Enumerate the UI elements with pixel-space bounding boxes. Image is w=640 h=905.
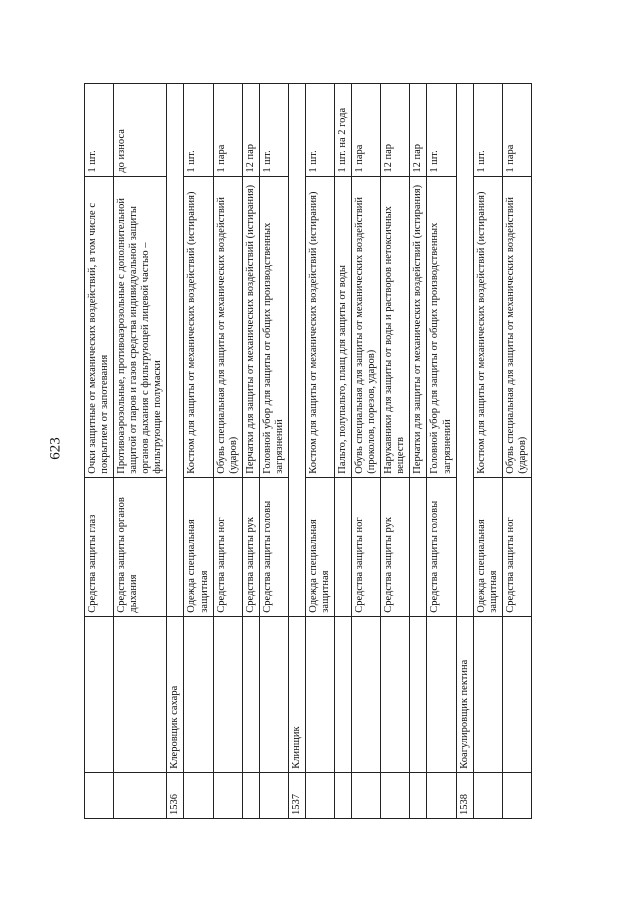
table-row bbox=[114, 84, 167, 819]
table-row bbox=[427, 84, 456, 819]
issue-norm: 1 шт. bbox=[85, 84, 114, 177]
row-code bbox=[427, 772, 456, 818]
profession-row bbox=[167, 84, 184, 819]
profession-name bbox=[352, 616, 381, 772]
issue-norm: 1 шт. bbox=[259, 84, 288, 177]
table-row bbox=[85, 84, 114, 819]
row-code bbox=[184, 772, 213, 818]
ppe-description: Нарукавники для защиты от воды и растворов нетоксичных веществ bbox=[381, 176, 410, 477]
issue-norm: 1 шт. bbox=[427, 84, 456, 177]
profession-name bbox=[213, 616, 242, 772]
profession-name bbox=[259, 616, 288, 772]
empty-cell bbox=[456, 84, 473, 617]
ppe-description: Перчатки для защиты от механических воздействий (истирания) bbox=[410, 176, 427, 477]
ppe-category: Средства защиты рук bbox=[242, 477, 259, 616]
profession-name: Коагулировщик пектина bbox=[456, 616, 473, 772]
profession-name bbox=[114, 616, 167, 772]
ppe-category: Средства защиты ног bbox=[502, 477, 531, 616]
row-code bbox=[381, 772, 410, 818]
table-body bbox=[85, 84, 532, 819]
profession-row bbox=[456, 84, 473, 819]
row-code: 1536 bbox=[167, 772, 184, 818]
issue-norm: 12 пар bbox=[242, 84, 259, 177]
ppe-description: Головной убор для защиты от общих производственных загрязнений bbox=[259, 176, 288, 477]
table-row bbox=[259, 84, 288, 819]
profession-name: Клинщик bbox=[288, 616, 305, 772]
ppe-category bbox=[410, 477, 427, 616]
profession-name bbox=[85, 616, 114, 772]
row-code bbox=[352, 772, 381, 818]
ppe-category: Средства защиты ног bbox=[213, 477, 242, 616]
row-code bbox=[305, 772, 334, 818]
issue-norm: до износа bbox=[114, 84, 167, 177]
row-code: 1538 bbox=[456, 772, 473, 818]
empty-cell bbox=[167, 84, 184, 617]
profession-name: Клеровщик сахара bbox=[167, 616, 184, 772]
table-row bbox=[410, 84, 427, 819]
issue-norm: 1 шт. на 2 года bbox=[335, 84, 352, 177]
table-row bbox=[305, 84, 334, 819]
ppe-category bbox=[335, 477, 352, 616]
profession-name bbox=[305, 616, 334, 772]
ppe-description: Костюм для защиты от механических воздействий (истирания) bbox=[473, 176, 502, 477]
ppe-description: Очки защитные от механических воздействий, в том числе с покрытием от запотевания bbox=[85, 176, 114, 477]
ppe-category: Средства защиты глаз bbox=[85, 477, 114, 616]
ppe-description: Головной убор для защиты от общих производственных загрязнений bbox=[427, 176, 456, 477]
page-number: 623 bbox=[47, 437, 64, 460]
row-code: 1537 bbox=[288, 772, 305, 818]
row-code bbox=[242, 772, 259, 818]
profession-row bbox=[288, 84, 305, 819]
profession-name bbox=[427, 616, 456, 772]
ppe-category: Одежда специальная защитная bbox=[473, 477, 502, 616]
row-code bbox=[473, 772, 502, 818]
row-code bbox=[114, 772, 167, 818]
profession-name bbox=[473, 616, 502, 772]
profession-name bbox=[184, 616, 213, 772]
ppe-category: Средства защиты ног bbox=[352, 477, 381, 616]
ppe-description: Обувь специальная для защиты от механических воздействий (ударов) bbox=[213, 176, 242, 477]
profession-name bbox=[335, 616, 352, 772]
issue-norm: 1 пара bbox=[213, 84, 242, 177]
ppe-category: Средства защиты рук bbox=[381, 477, 410, 616]
ppe-norms-table bbox=[84, 83, 550, 819]
ppe-category: Средства защиты головы bbox=[259, 477, 288, 616]
row-code bbox=[410, 772, 427, 818]
issue-norm: 1 шт. bbox=[305, 84, 334, 177]
table-row bbox=[335, 84, 352, 819]
profession-name bbox=[381, 616, 410, 772]
empty-cell bbox=[288, 84, 305, 617]
ppe-category: Одежда специальная защитная bbox=[184, 477, 213, 616]
row-code bbox=[213, 772, 242, 818]
ppe-description: Пальто, полупальто, плащ для защиты от воды bbox=[335, 176, 352, 477]
row-code bbox=[335, 772, 352, 818]
profession-name bbox=[502, 616, 531, 772]
profession-name bbox=[410, 616, 427, 772]
row-code bbox=[259, 772, 288, 818]
table-row bbox=[242, 84, 259, 819]
issue-norm: 12 пар bbox=[410, 84, 427, 177]
issue-norm: 12 пар bbox=[381, 84, 410, 177]
table-row bbox=[381, 84, 410, 819]
ppe-category: Одежда специальная защитная bbox=[305, 477, 334, 616]
issue-norm: 1 пара bbox=[352, 84, 381, 177]
ppe-description: Противоаэрозольные, противоаэрозольные с дополнительной защитой от паров и газов средства индивидуальной защиты органов дыхания с фильтрующей лицевой частью – фильтрующие полумаски bbox=[114, 176, 167, 477]
issue-norm: 1 пара bbox=[502, 84, 531, 177]
ppe-description: Обувь специальная для защиты от механических воздействий (проколов, порезов, ударов) bbox=[352, 176, 381, 477]
issue-norm: 1 шт. bbox=[473, 84, 502, 177]
ppe-category: Средства защиты головы bbox=[427, 477, 456, 616]
ppe-description: Костюм для защиты от механических воздействий (истирания) bbox=[305, 176, 334, 477]
ppe-description: Перчатки для защиты от механических воздействий (истирания) bbox=[242, 176, 259, 477]
profession-name bbox=[242, 616, 259, 772]
table-row bbox=[473, 84, 502, 819]
table-row bbox=[352, 84, 381, 819]
row-code bbox=[502, 772, 531, 818]
table-row bbox=[184, 84, 213, 819]
table-row bbox=[502, 84, 531, 819]
ppe-category: Средства защиты органов дыхания bbox=[114, 477, 167, 616]
row-code bbox=[85, 772, 114, 818]
table-row bbox=[213, 84, 242, 819]
ppe-description: Обувь специальная для защиты от механических воздействий (ударов) bbox=[502, 176, 531, 477]
ppe-description: Костюм для защиты от механических воздействий (истирания) bbox=[184, 176, 213, 477]
issue-norm: 1 шт. bbox=[184, 84, 213, 177]
